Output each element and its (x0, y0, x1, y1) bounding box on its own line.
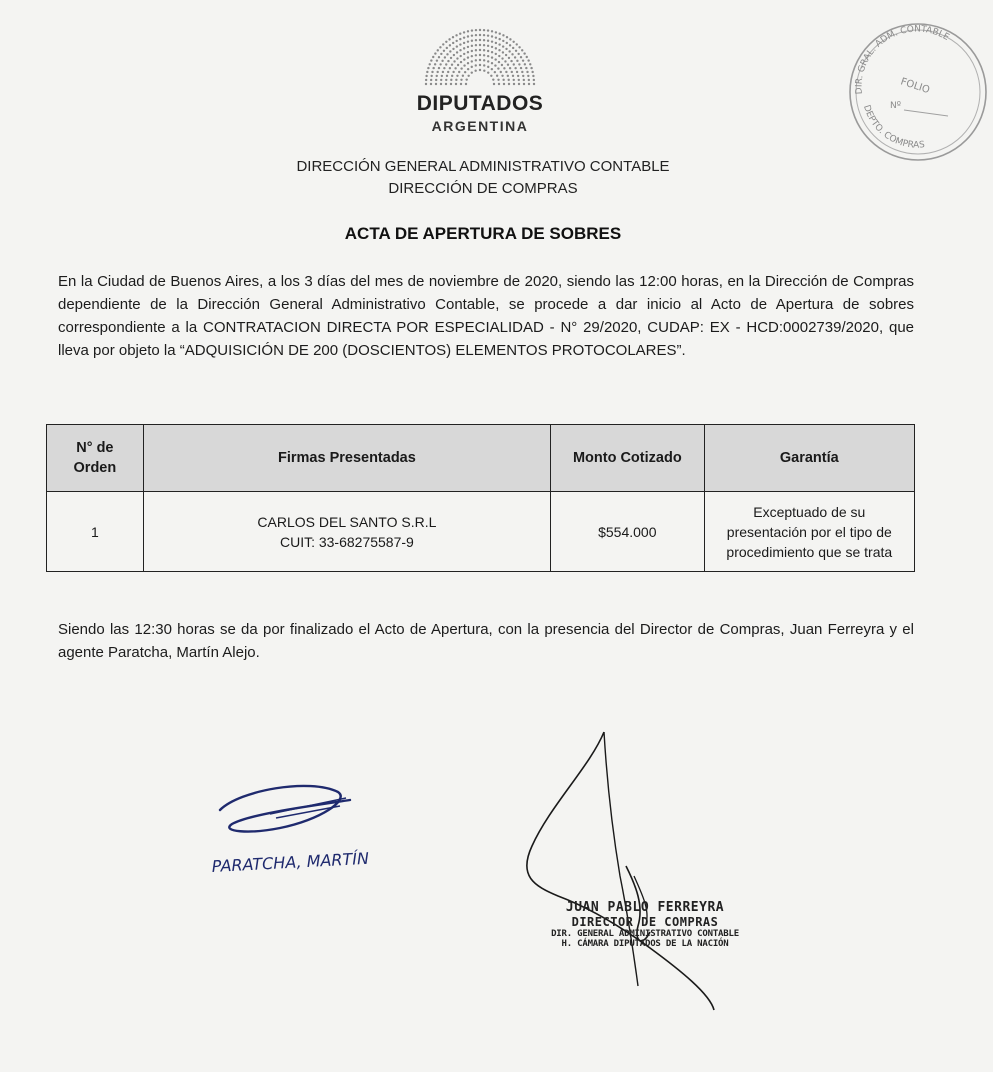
signer-institution: H. CÁMARA DIPUTADOS DE LA NACIÓN (561, 939, 729, 949)
closing-paragraph: Siendo las 12:30 horas se da por finalizado el Acto de Apertura, con la presencia del Director de Compras, Juan Ferreyra y el agente Paratcha, Martín Alejo. (58, 621, 914, 661)
stamp-text-top: DIR. GRAL. ADM. CONTABLE (854, 24, 951, 95)
signature-handwritten-name: PARATCHA, MARTÍN (211, 848, 370, 876)
header-guarantee: Garantía (704, 425, 914, 492)
signature-stamp (540, 900, 750, 949)
dept-line-1: DIRECCIÓN GENERAL ADMINISTRATIVO CONTABLE (296, 158, 670, 175)
brand-name: DIPUTADOS (416, 92, 544, 115)
chamber-crest-icon (424, 26, 536, 86)
bids-table (46, 424, 915, 572)
cell-amount: $554.000 (551, 492, 705, 572)
firm-name: CARLOS DEL SANTO S.R.L (257, 513, 437, 530)
signer-department: DIR. GENERAL ADMINISTRATIVO CONTABLE (551, 929, 739, 939)
signer-role: DIRECTOR DE COMPRAS (571, 915, 719, 929)
folio-stamp (840, 14, 990, 164)
stamp-text-bottom: DEPTO. COMPRAS (861, 103, 926, 151)
department-heading (0, 156, 966, 200)
table-header-row (47, 425, 915, 492)
firm-cuit: CUIT: 33-68275587-9 (279, 533, 414, 550)
cell-order: 1 (47, 492, 144, 572)
brand-country: ARGENTINA (431, 118, 529, 134)
header-order: N° de Orden (47, 425, 144, 492)
stamp-number-label: Nº (890, 101, 901, 111)
header-firms: Firmas Presentadas (143, 425, 550, 492)
signature-paratcha (200, 770, 400, 890)
table-row (47, 492, 915, 572)
signature-ferreyra (510, 726, 750, 1016)
brand-block (380, 92, 580, 134)
dept-line-2: DIRECCIÓN DE COMPRAS (388, 180, 578, 197)
signer-name: JUAN PABLO FERREYRA (565, 900, 725, 915)
intro-paragraph: En la Ciudad de Buenos Aires, a los 3 días del mes de noviembre de 2020, siendo las 12:00 horas, en la Dirección de Compras dependiente de la Dirección General Administrativo Contable, se procede a dar inicio al Acto de Apertura de sobres correspondiente a la CONTRATACION DIRECTA POR ESPECIALIDAD - N° 29/2020, CUDAP: EX - HCD:0002739/2020, que lleva por objeto la “ADQUISICIÓN DE 200 (DOSCIENTOS) ELEMENTOS PROTOCOLARES”. (58, 273, 914, 359)
document-title: ACTA DE APERTURA DE SOBRES (344, 224, 622, 243)
stamp-folio-label: FOLIO (899, 76, 932, 97)
cell-firm (143, 492, 550, 572)
header-amount: Monto Cotizado (551, 425, 705, 492)
cell-guarantee: Exceptuado de su presentación por el tipo de procedimiento que se trata (704, 492, 914, 572)
